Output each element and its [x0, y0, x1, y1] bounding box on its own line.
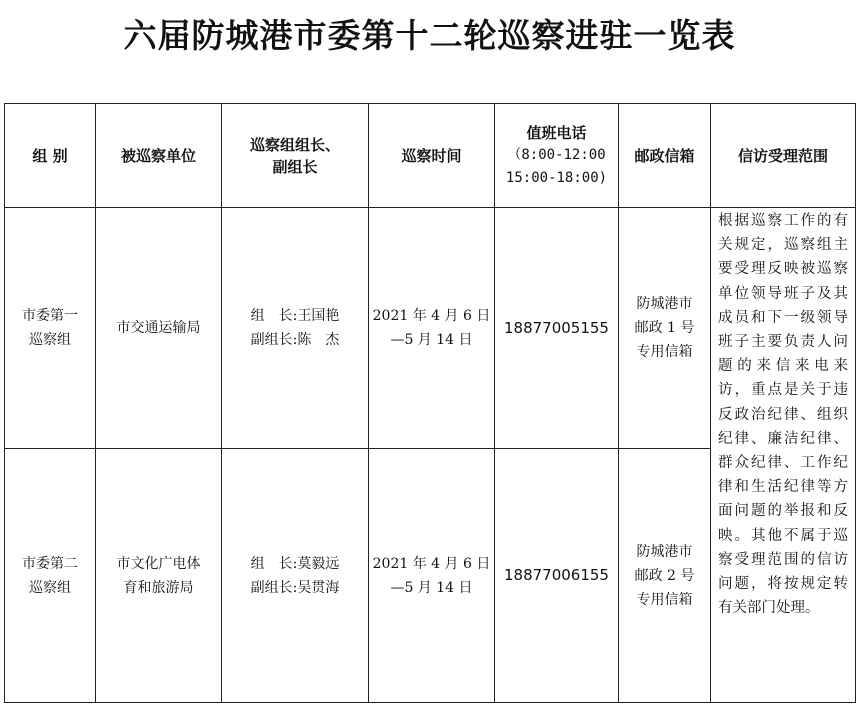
table-row — [5, 208, 856, 449]
header-scope: 信访受理范围 — [711, 104, 856, 208]
header-phone: 值班电话 （8:00-12:00 15:00-18:00) — [495, 104, 619, 208]
phone-cell: 18877005155 — [495, 208, 619, 449]
header-leaders: 巡察组组长、 副组长 — [222, 104, 369, 208]
phone-cell: 18877006155 — [495, 449, 619, 703]
header-time: 巡察时间 — [369, 104, 495, 208]
inspection-table — [4, 103, 856, 703]
mailbox-cell: 防城港市 邮政 2 号 专用信箱 — [619, 449, 711, 703]
leaders-cell: 组 长:莫毅远 副组长:吴贯海 — [222, 449, 369, 703]
header-group: 组 别 — [5, 104, 96, 208]
scope-text: 根据巡察工作的有关规定，巡察组主要受理反映被巡察单位领导班子及其成员和下一级领导班子主要负责人问题的来信来电来访，重点是关于违反政治纪律、组织纪律、廉洁纪律、群众纪律、工作纪律和生活纪律等方面问题的举报和反映。其他不属于巡察受理范围的信访问题，将按规定转有关部门处理。 — [718, 213, 848, 617]
leaders-cell: 组 长:王国艳 副组长:陈 杰 — [222, 208, 369, 449]
mailbox-cell: 防城港市 邮政 1 号 专用信箱 — [619, 208, 711, 449]
page-title: 六届防城港市委第十二轮巡察进驻一览表 — [123, 16, 736, 55]
header-mailbox: 邮政信箱 — [619, 104, 711, 208]
scope-cell — [711, 208, 856, 703]
group-cell: 市委第二 巡察组 — [5, 449, 96, 703]
time-cell: 2021 年 4 月 6 日 —5 月 14 日 — [369, 449, 495, 703]
time-cell: 2021 年 4 月 6 日 —5 月 14 日 — [369, 208, 495, 449]
header-row — [5, 104, 856, 208]
unit-cell: 市交通运输局 — [96, 208, 222, 449]
header-unit: 被巡察单位 — [96, 104, 222, 208]
unit-cell: 市文化广电体 育和旅游局 — [96, 449, 222, 703]
group-cell: 市委第一 巡察组 — [5, 208, 96, 449]
